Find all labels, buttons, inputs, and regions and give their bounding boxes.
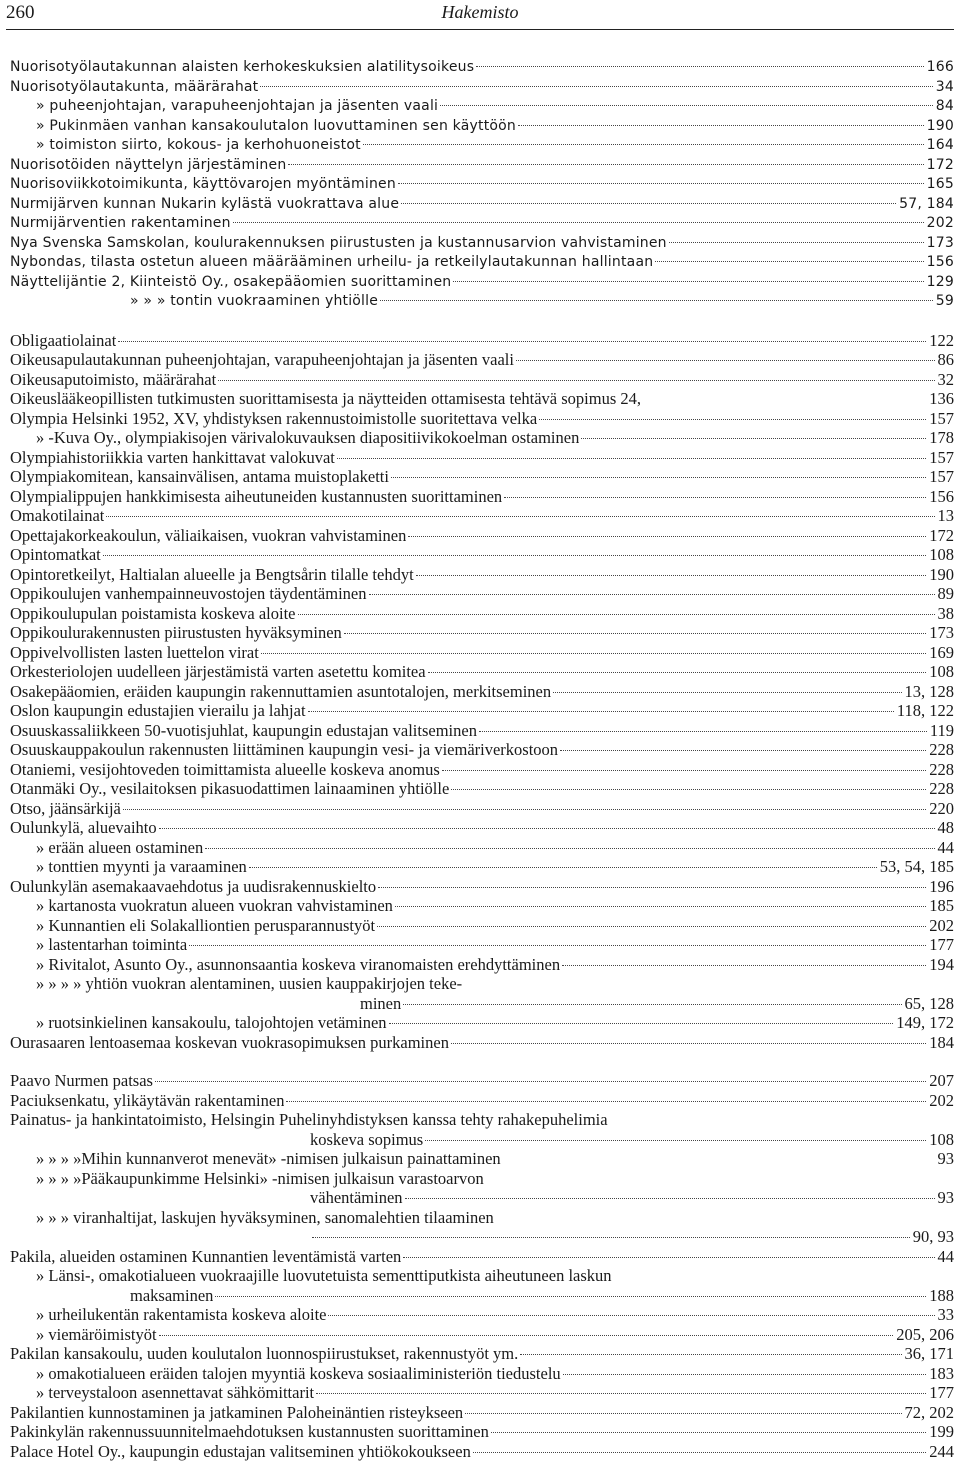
index-entry: [10, 467, 954, 487]
entry-text: Oulunkylän asemakaavaehdotus ja uudisrakennuskielto: [10, 876, 377, 896]
dot-leader: [520, 1354, 901, 1355]
dot-leader: [215, 1296, 926, 1297]
index-entry: [10, 643, 954, 663]
entry-text: » » » »Pääkaupunkimme Helsinki» -nimisen julkaisun varastoarvon: [36, 1168, 484, 1188]
index-entry: [10, 877, 954, 897]
index-entry: [10, 701, 954, 721]
entry-pages: 59: [935, 293, 954, 309]
entry-pages: 173: [926, 234, 954, 251]
index-entry: [10, 506, 954, 526]
entry-text: Nya Svenska Samskolan, koulurakennuksen piirustusten ja kustannusarvion vahvistaminen: [10, 234, 667, 251]
index-entry: [10, 136, 954, 156]
entry-text: » terveystaloon asennettavat sähkömittarit: [36, 1383, 315, 1402]
entry-text: Pakilantien kunnostaminen ja jatkaminen Paloheinäntien risteykseen: [10, 1402, 464, 1422]
entry-pages: 165: [926, 176, 954, 192]
dot-leader: [442, 770, 926, 771]
entry-text: Oikeusaputoimisto, määrärahat: [10, 369, 217, 389]
entry-pages: 173: [929, 623, 954, 642]
entry-text: maksaminen: [130, 1285, 214, 1305]
index-entry: [10, 1364, 954, 1384]
index-entry: [10, 1013, 954, 1033]
entry-text: Nuorisotyölautakunta, määrärahat: [10, 78, 259, 95]
entry-text: Nuorisoviikkotoimikunta, käyttövarojen myöntäminen: [10, 176, 396, 192]
entry-text: koskeva sopimus: [310, 1129, 424, 1149]
entry-pages: 119: [929, 720, 954, 740]
dot-leader: [155, 1081, 926, 1082]
entry-text: Otaniemi, vesijohtoveden toimittamista alueelle koskeva anomus: [10, 759, 440, 779]
index-entry: [10, 1383, 954, 1403]
index-entry: [10, 175, 954, 195]
dot-leader: [405, 1198, 935, 1199]
entry-text: » lastentarhan toiminta: [36, 935, 188, 954]
dot-leader: [389, 1023, 894, 1024]
entry-pages: 108: [929, 1129, 954, 1149]
index-entry: [10, 1286, 954, 1306]
dot-leader: [288, 164, 923, 165]
entry-pages: 89: [937, 584, 954, 603]
dot-leader: [451, 1043, 926, 1044]
index-entry: [10, 350, 954, 370]
index-entry: [10, 721, 954, 741]
dot-leader: [562, 965, 926, 966]
entry-pages: 108: [929, 662, 954, 681]
entry-pages: 205, 206: [896, 1324, 954, 1344]
index-entry: [10, 1091, 954, 1111]
index-entry: [10, 1247, 954, 1267]
index-entry: [10, 857, 954, 877]
index-entry: [10, 1403, 954, 1423]
entry-text: Otso, jäänsärkijä: [10, 798, 121, 818]
entry-pages: 177: [929, 1383, 954, 1402]
entry-text: Pakila, alueiden ostaminen Kunnantien leventämistä varten: [10, 1246, 402, 1266]
index-entry: [10, 58, 954, 78]
entry-pages: 13, 128: [904, 681, 954, 701]
index-entry: [10, 1071, 954, 1091]
entry-pages: 177: [929, 935, 954, 954]
index-entry: [10, 896, 954, 916]
index-entry: [10, 292, 954, 312]
entry-text: Nybondas, tilasta ostetun alueen määrääminen urheilu- ja retkeilylautakunnan hallintaan: [10, 254, 654, 270]
entry-text: » » » viranhaltijat, laskujen hyväksyminen, sanomalehtien tilaaminen: [36, 1207, 494, 1227]
entry-text: Oppikoulurakennusten piirustusten hyväksyminen: [10, 623, 342, 642]
dot-leader: [261, 653, 926, 654]
entry-text: » » » » yhtiön vuokran alentaminen, uusien kauppakirjojen teke-: [36, 974, 463, 993]
entry-text: Osuuskassaliikkeen 50-vuotisjuhlat, kaupungin edustajan valitseminen: [10, 720, 477, 740]
index-entry: [10, 156, 954, 176]
dot-leader: [316, 1393, 926, 1394]
index-entry: [10, 487, 954, 507]
entry-text: Olympialippujen hankkimisesta aiheutuneiden kustannusten suorittaminen: [10, 486, 503, 506]
dot-leader: [479, 731, 927, 732]
entry-pages: 188: [929, 1285, 954, 1305]
entry-text: Obligaatiolainat: [10, 330, 117, 350]
dot-leader: [286, 1101, 926, 1102]
entry-text: » » » tontin vuokraaminen yhtiölle: [130, 293, 379, 309]
dot-leader: [504, 497, 926, 498]
dot-leader: [159, 828, 935, 829]
dot-leader: [118, 341, 926, 342]
entry-pages: 207: [929, 1071, 954, 1090]
page-header: [6, 0, 954, 30]
index-entry: [10, 974, 954, 994]
index-entry: [10, 545, 954, 565]
entry-pages: 244: [929, 1441, 954, 1461]
entry-pages: 34: [935, 78, 954, 95]
entry-text: Palace Hotel Oy., kaupungin edustajan valitseminen yhtiökokoukseen: [10, 1441, 471, 1461]
entry-text: » Länsi-, omakotialueen vuokraajille luovutetuista sementtiputkista aiheutuneen laskun: [36, 1266, 612, 1285]
entry-pages: 184: [929, 1032, 954, 1052]
entry-pages: 122: [929, 330, 954, 350]
index-entry: [10, 1188, 954, 1208]
index-entry: [10, 565, 954, 585]
index-entry: [10, 799, 954, 819]
entry-pages: 220: [929, 798, 954, 818]
dot-leader: [363, 144, 924, 145]
dot-leader: [205, 848, 934, 849]
index-entry: [10, 331, 954, 351]
entry-text: Oppikoulujen vanhempainneuvostojen täydentäminen: [10, 584, 367, 603]
entry-text: Nuorisotyölautakunnan alaisten kerhokeskuksien alatilitysoikeus: [10, 59, 475, 75]
dot-leader: [380, 300, 933, 301]
entry-pages: 149, 172: [896, 1013, 954, 1032]
dot-leader: [249, 867, 877, 868]
index-list: [10, 58, 954, 1461]
index-entry: [10, 428, 954, 448]
dot-leader: [260, 86, 932, 87]
dot-leader: [440, 105, 933, 106]
dot-leader: [398, 183, 924, 184]
entry-pages: 157: [929, 467, 954, 486]
dot-leader: [491, 1432, 926, 1433]
dot-leader: [476, 66, 923, 67]
entry-pages: 156: [926, 254, 954, 270]
entry-pages: 202: [926, 215, 954, 231]
entry-text: Ourasaaren lentoasemaa koskevan vuokrasopimuksen purkaminen: [10, 1032, 449, 1052]
index-entry: [10, 526, 954, 546]
entry-text: Osakepääomien, eräiden kaupungin rakennuttamien asuntotalojen, merkitseminen: [10, 681, 552, 701]
index-entry: [10, 1130, 954, 1150]
entry-pages: 202: [929, 915, 954, 935]
entry-pages: 199: [929, 1422, 954, 1441]
dot-leader: [378, 887, 926, 888]
index-entry: [10, 838, 954, 858]
dot-leader: [516, 360, 935, 361]
entry-pages: 190: [926, 117, 954, 134]
entry-text: Otanmäki Oy., vesilaitoksen pikasuodattimen lainaaminen yhtiölle: [10, 779, 450, 798]
index-entry: [10, 1208, 954, 1228]
entry-pages: 157: [929, 447, 954, 467]
entry-pages: 228: [929, 779, 954, 798]
dot-leader: [416, 575, 927, 576]
entry-pages: 53, 54, 185: [879, 857, 954, 876]
index-entry: [10, 604, 954, 624]
index-entry: [10, 78, 954, 98]
index-entry: [10, 1169, 954, 1189]
entry-text: Painatus- ja hankintatoimisto, Helsingin Puhelinyhdistyksen kanssa tehty rahakepuhelimia: [10, 1110, 608, 1129]
entry-pages: 108: [929, 545, 954, 564]
entry-text: » ruotsinkielinen kansakoulu, talojohtojen vetäminen: [36, 1013, 387, 1032]
entry-text: Oppikoulupulan poistamista koskeva aloite: [10, 603, 296, 623]
entry-text: » omakotialueen eräiden talojen myyntiä koskeva sosiaaliministeriön tiedustelu: [36, 1363, 561, 1383]
entry-pages: 166: [926, 59, 954, 75]
dot-leader: [553, 692, 901, 693]
entry-pages: 44: [937, 1246, 954, 1266]
dot-leader: [233, 222, 924, 223]
index-entry: [10, 682, 954, 702]
entry-text: » urheilukentän rakentamista koskeva aloite: [36, 1305, 327, 1324]
dot-leader: [159, 1335, 894, 1336]
dot-leader: [377, 926, 926, 927]
dot-leader: [581, 438, 926, 439]
index-entry: [10, 97, 954, 117]
entry-text: » » » »Mihin kunnanverot menevät» -nimisen julkaisun painattaminen: [36, 1149, 501, 1168]
entry-text: » viemäröimistyöt: [36, 1324, 157, 1344]
entry-pages: 185: [929, 896, 954, 915]
entry-text: » tonttien myynti ja varaaminen: [36, 857, 247, 876]
entry-text: » kartanosta vuokratun alueen vuokran vahvistaminen: [36, 896, 393, 915]
index-entry: [10, 1325, 954, 1345]
index-entry: [10, 584, 954, 604]
entry-pages: 172: [929, 525, 954, 545]
entry-pages: 136: [929, 389, 954, 408]
dot-leader: [401, 203, 896, 204]
dot-leader: [312, 1237, 910, 1238]
index-entry: [10, 623, 954, 643]
entry-text: » toimiston siirto, kokous- ja kerhohuoneistot: [36, 137, 361, 153]
entry-pages: 228: [929, 759, 954, 779]
entry-pages: 86: [937, 350, 954, 369]
running-title: Hakemisto: [441, 2, 519, 22]
entry-pages: 118, 122: [896, 701, 954, 720]
entry-pages: 157: [929, 408, 954, 428]
entry-pages: 90, 93: [912, 1227, 954, 1246]
entry-pages: 202: [929, 1090, 954, 1110]
dot-leader: [465, 1413, 901, 1414]
index-entry: [10, 273, 954, 293]
entry-text: » -Kuva Oy., olympiakisojen värivalokuvauksen diapositiivikokoelman ostaminen: [36, 428, 580, 447]
entry-text: Pakilan kansakoulu, uuden koulutalon luonnospiirustukset, rakennustyöt ym.: [10, 1344, 519, 1363]
entry-pages: 13: [937, 506, 954, 525]
dot-leader: [428, 672, 927, 673]
page-number: 260: [6, 2, 35, 23]
entry-text: Nuorisotöiden näyttelyn järjestäminen: [10, 156, 287, 173]
entry-text: Olympiahistoriikkia varten hankittavat valokuvat: [10, 447, 335, 467]
entry-text: Opintoretkeilyt, Haltialan alueelle ja Bengtsårin tilalle tehdyt: [10, 564, 414, 584]
index-entry: [10, 1266, 954, 1286]
entry-pages: 164: [926, 137, 954, 153]
dot-leader: [403, 1004, 901, 1005]
entry-text: Oppivelvollisten lasten luettelon virat: [10, 642, 259, 662]
index-entry: [10, 1305, 954, 1325]
entry-text: » puheenjohtajan, varapuheenjohtajan ja jäsenten vaali: [36, 98, 439, 114]
index-entry: [10, 1422, 954, 1442]
entry-pages: 129: [926, 273, 954, 290]
entry-text: Paciuksenkatu, ylikäytävän rakentaminen: [10, 1090, 285, 1110]
index-entry: [10, 448, 954, 468]
entry-text: Orkesteriolojen uudelleen järjestämistä varten asetettu komitea: [10, 662, 426, 681]
entry-text: Osuuskauppakoulun rakennusten liittäminen kaupungin vesi- ja viemäriverkostoon: [10, 740, 559, 759]
entry-text: Olympiakomitean, kansainvälisen, antama muistoplaketti: [10, 467, 389, 486]
entry-pages: 93: [937, 1188, 954, 1207]
entry-pages: 172: [926, 156, 954, 173]
entry-pages: 57, 184: [899, 195, 954, 212]
index-entry: [10, 1033, 954, 1053]
entry-text: Paavo Nurmen patsas: [10, 1071, 153, 1090]
dot-leader: [369, 594, 935, 595]
entry-text: Näyttelijäntie 2, Kiinteistö Oy., osakepääomien suorittaminen: [10, 273, 452, 290]
entry-pages: 36, 171: [904, 1344, 954, 1363]
index-entry: [10, 779, 954, 799]
index-entry: [10, 389, 954, 409]
dot-leader: [344, 633, 926, 634]
entry-text: Nurmijärven kunnan Nukarin kylästä vuokrattava alue: [10, 195, 400, 212]
dot-leader: [560, 750, 926, 751]
entry-pages: 44: [937, 837, 954, 857]
index-entry: [10, 195, 954, 215]
entry-pages: 169: [929, 642, 954, 662]
entry-text: Opettajakorkeakoulun, väliaikaisen, vuokran vahvistaminen: [10, 525, 407, 545]
entry-pages: 33: [937, 1305, 954, 1324]
entry-pages: 32: [937, 369, 954, 389]
entry-pages: 194: [929, 954, 954, 974]
dot-leader: [308, 711, 894, 712]
dot-leader: [123, 809, 926, 810]
dot-leader: [669, 242, 924, 243]
dot-leader: [403, 1257, 934, 1258]
index-entry: [10, 1110, 954, 1130]
entry-pages: 228: [929, 740, 954, 759]
dot-leader: [563, 1374, 927, 1375]
index-entry: [10, 760, 954, 780]
dot-leader: [655, 261, 923, 262]
entry-text: vähentäminen: [310, 1188, 403, 1207]
index-entry: [10, 994, 954, 1014]
entry-pages: 93: [937, 1149, 954, 1168]
entry-text: Omakotilainat: [10, 506, 105, 525]
index-entry: [10, 253, 954, 273]
entry-pages: 65, 128: [904, 993, 954, 1013]
entry-text: » Rivitalot, Asunto Oy., asunnonsaantia koskeva viranomaisten erehdyttäminen: [36, 954, 561, 974]
entry-text: » Pukinmäen vanhan kansakoulutalon luovuttaminen sen käyttöön: [36, 117, 516, 134]
entry-pages: 196: [929, 876, 954, 896]
entry-pages: 38: [937, 603, 954, 623]
entry-text: Oslon kaupungin edustajien vierailu ja lahjat: [10, 701, 306, 720]
index-entry: [10, 662, 954, 682]
index-entry: [10, 916, 954, 936]
dot-leader: [328, 1315, 934, 1316]
dot-leader: [395, 906, 926, 907]
index-entry: [10, 409, 954, 429]
dot-leader: [408, 536, 926, 537]
index-entry: [10, 117, 954, 137]
entry-pages: 156: [929, 486, 954, 506]
entry-pages: 183: [929, 1363, 954, 1383]
header-rule: [6, 29, 954, 30]
index-entry: [10, 935, 954, 955]
entry-text: Oikeuslääkeopillisten tutkimusten suorittamisesta ja näytteiden ottamisesta tehtävä sopimus 24,: [10, 389, 642, 408]
dot-leader: [425, 1140, 926, 1141]
dot-leader: [298, 614, 935, 615]
index-entry: [10, 214, 954, 234]
entry-text: Olympia Helsinki 1952, XV, yhdistyksen rakennustoimistolle suoritettava velka: [10, 408, 538, 428]
entry-text: » Kunnantien eli Solakalliontien perusparannustyöt: [36, 915, 376, 935]
entry-text: Oikeusapulautakunnan puheenjohtajan, varapuheenjohtajan ja jäsenten vaali: [10, 350, 514, 369]
dot-leader: [218, 380, 934, 381]
index-entry: [10, 1442, 954, 1462]
index-entry: [10, 740, 954, 760]
entry-pages: 178: [929, 428, 954, 447]
dot-leader: [518, 125, 924, 126]
index-entry: [10, 1149, 954, 1169]
entry-text: Nurmijärventien rakentaminen: [10, 215, 231, 231]
dot-leader: [473, 1452, 926, 1453]
index-entry: [10, 955, 954, 975]
entry-pages: 48: [937, 818, 954, 837]
index-entry: [10, 1227, 954, 1247]
entry-text: Pakinkylän rakennussuunnitelmaehdotuksen kustannusten suorittaminen: [10, 1422, 489, 1441]
entry-pages: 190: [929, 564, 954, 584]
entry-pages: 84: [935, 98, 954, 114]
entry-text: » erään alueen ostaminen: [36, 837, 204, 857]
dot-leader: [539, 419, 926, 420]
entry-text: Opintomatkat: [10, 545, 101, 564]
dot-leader: [337, 458, 926, 459]
index-entry: [10, 818, 954, 838]
entry-pages: 72, 202: [904, 1402, 954, 1422]
dot-leader: [189, 945, 926, 946]
entry-text: minen: [360, 993, 402, 1013]
index-entry: [10, 1344, 954, 1364]
dot-leader: [391, 477, 926, 478]
dot-leader: [103, 555, 927, 556]
dot-leader: [453, 281, 923, 282]
dot-leader: [106, 516, 934, 517]
index-entry: [10, 234, 954, 254]
index-entry: [10, 370, 954, 390]
entry-text: Oulunkylä, aluevaihto: [10, 818, 157, 837]
dot-leader: [451, 789, 926, 790]
